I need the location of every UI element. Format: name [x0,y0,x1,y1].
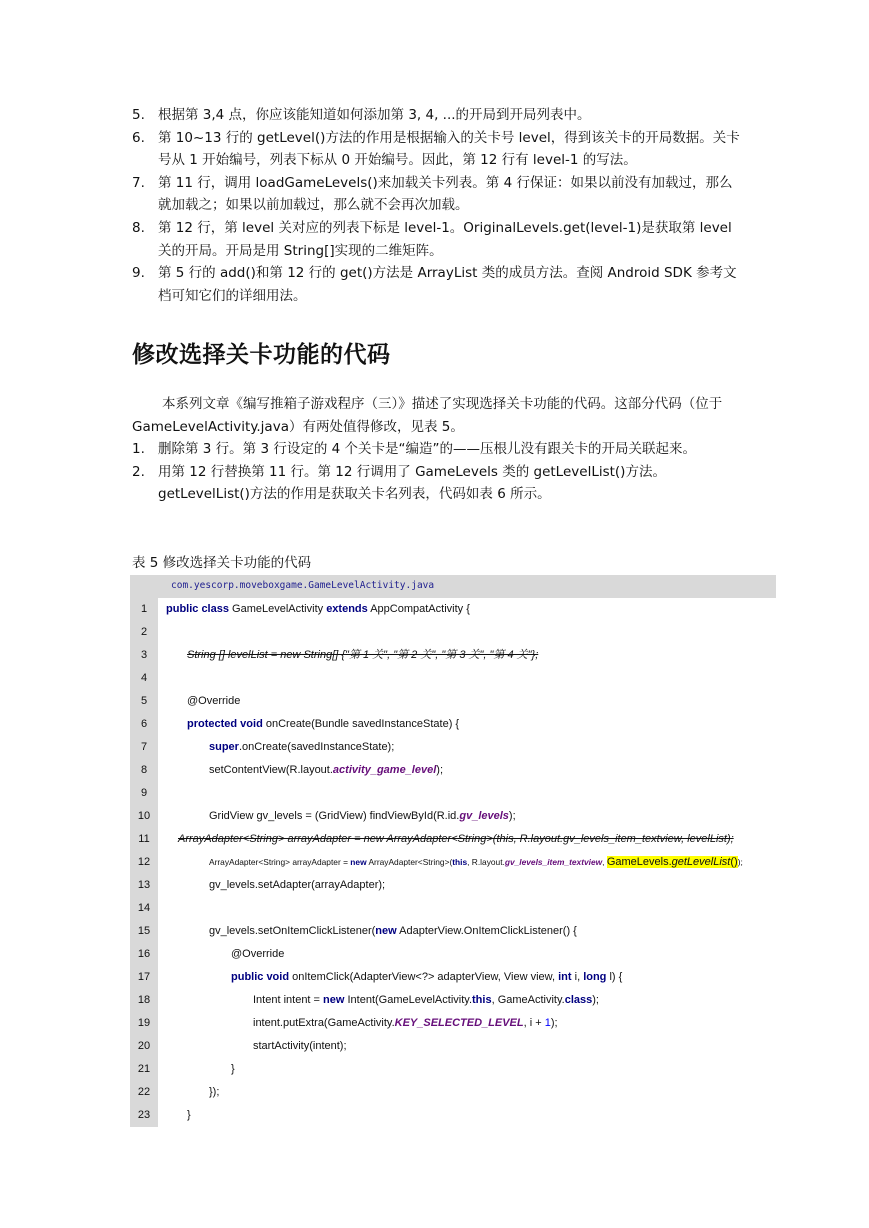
code-line: 23 } [130,1104,776,1127]
list-item: 7. 第 11 行，调用 loadGameLevels()来加载关卡列表。第 4 行保证：如果以前没有加载过，那么就加载之；如果以前加载过，那么就不会再次加载。 [132,174,733,214]
code-line: 18 Intent intent = new Intent(GameLevelActivity.this, GameActivity.class); [130,989,776,1012]
line-number: 13 [130,874,158,897]
list-item: 2. 用第 12 行替换第 11 行。第 12 行调用了 GameLevels 类的 getLevelList()方法。getLevelList()方法的作用是获取关卡名列表，代码如表 6 所示。 [132,463,666,503]
line-number: 1 [130,598,158,621]
line-number: 10 [130,805,158,828]
line-number: 22 [130,1081,158,1104]
list-item: 9. 第 5 行的 add()和第 12 行的 get()方法是 ArrayList 类的成员方法。查阅 Android SDK 参考文档可知它们的详细用法。 [132,265,737,304]
line-number: 18 [130,989,158,1012]
code-line: 7 super.onCreate(savedInstanceState); [130,736,776,759]
deleted-code: ArrayAdapter<String> arrayAdapter = new ArrayAdapter<String>(this, R.layout.gv_levels_item_textview, levelList); [178,833,734,845]
code-line: 6 protected void onCreate(Bundle savedInstanceState) { [130,713,776,736]
deleted-code: String [] levelList = new String[] {"第 1 关", "第 2 关", "第 3 关", "第 4 关"}; [187,649,539,661]
code-file-header [130,575,776,598]
line-number: 12 [130,851,158,874]
code-line: 13 gv_levels.setAdapter(arrayAdapter); [130,874,776,897]
code-line [130,897,776,920]
line-number: 8 [130,759,158,782]
code-listing [130,575,776,1121]
list-item: 8. 第 12 行，第 level 关对应的列表下标是 level-1。OriginalLevels.get(level-1)是获取第 level 关的开局。开局是用 String[]实现的二维矩阵。 [132,219,732,259]
line-number: 15 [130,920,158,943]
line-number: 3 [130,644,158,667]
section-heading: 修改选择关卡功能的代码 [132,342,391,368]
line-number: 16 [130,943,158,966]
code-line [130,782,776,805]
line-number: 5 [130,690,158,713]
line-number: 9 [130,782,158,805]
code-line [130,828,776,851]
line-number: 4 [130,667,158,690]
code-line: 16 @Override [130,943,776,966]
numbered-list-middle [132,438,742,506]
line-number: 23 [130,1104,158,1127]
line-number: 2 [130,621,158,644]
list-item: 1. 删除第 3 行。第 3 行设定的 4 个关卡是“编造”的——压根儿没有跟关卡的开局关联起来。 [132,441,697,457]
code-line: 20 startActivity(intent); [130,1035,776,1058]
code-line: 10 GridView gv_levels = (GridView) findViewById(R.id.gv_levels); [130,805,776,828]
code-line: 8 setContentView(R.layout.activity_game_level); [130,759,776,782]
code-line: 5 @Override [130,690,776,713]
code-line: 21 } [130,1058,776,1081]
code-line: 15 gv_levels.setOnItemClickListener(new AdapterView.OnItemClickListener() { [130,920,776,943]
line-number: 14 [130,897,158,920]
code-line: 17 public void onItemClick(AdapterView<?> adapterView, View view, int i, long l) { [130,966,776,989]
code-filename: com.yescorp.moveboxgame.GameLevelActivity.java [171,580,435,591]
highlighted-call: GameLevels.getLevelList() [606,856,738,868]
line-number: 6 [130,713,158,736]
intro-paragraph: 本系列文章《编写推箱子游戏程序（三）》描述了实现选择关卡功能的代码。这部分代码（位于 GameLevelActivity.java）有两处值得修改，见表 5。 [132,396,723,435]
line-number: 20 [130,1035,158,1058]
code-line [130,644,776,667]
list-item: 5. 根据第 3,4 点，你应该能知道如何添加第 3, 4, ...的开局到开局列表中。 [132,107,591,123]
code-line [130,851,776,874]
numbered-list-top [132,104,742,307]
code-line: 22 }); [130,1081,776,1104]
table-caption: 表 5 修改选择关卡功能的代码 [132,555,312,571]
code-line: 19 intent.putExtra(GameActivity.KEY_SELECTED_LEVEL, i + 1); [130,1012,776,1035]
code-line: 1 public class GameLevelActivity extends AppCompatActivity { [130,598,776,621]
line-number: 19 [130,1012,158,1035]
line-number: 17 [130,966,158,989]
list-item: 6. 第 10~13 行的 getLevel()方法的作用是根据输入的关卡号 level，得到该关卡的开局数据。关卡号从 1 开始编号，列表下标从 0 开始编号。因此，第 12 行有 level-1 的写法。 [132,129,740,169]
code-line [130,667,776,690]
line-number: 11 [130,828,158,851]
replacement-code: ArrayAdapter<String> arrayAdapter = new ArrayAdapter<String>(this, R.layout.gv_levels_item_textview, GameLevels.getLevelList()); [209,856,743,868]
line-number: 21 [130,1058,158,1081]
code-line [130,621,776,644]
line-number: 7 [130,736,158,759]
